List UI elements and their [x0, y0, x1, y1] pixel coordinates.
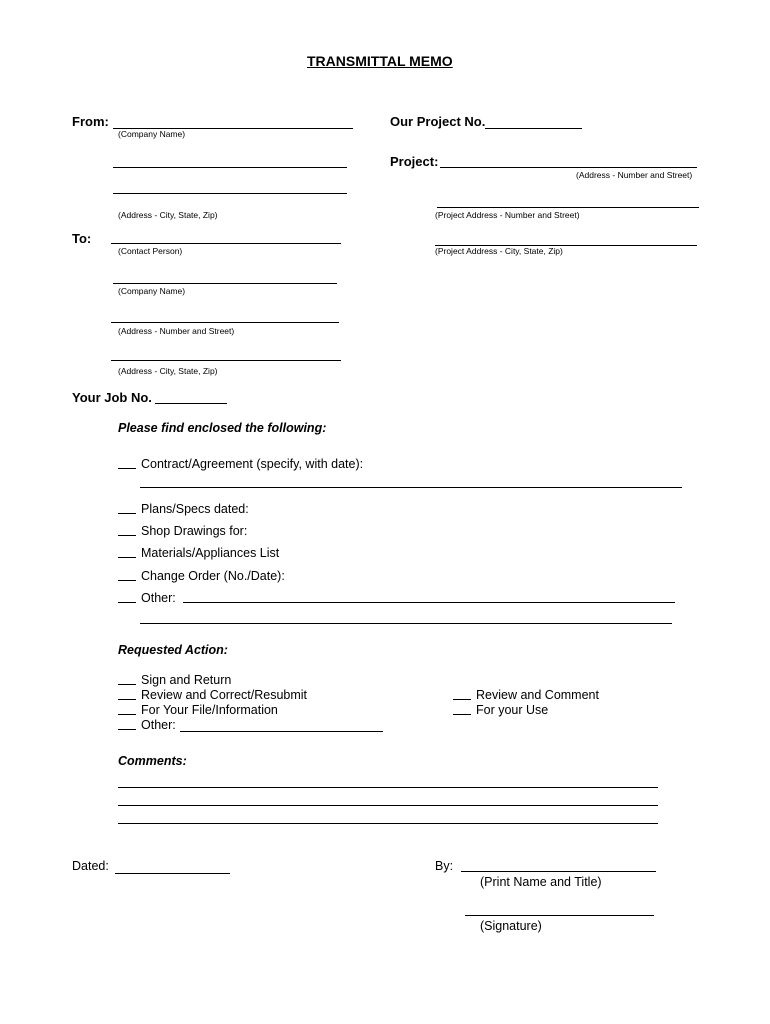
enclosed-other-field[interactable] [183, 602, 675, 603]
contract-detail-field[interactable] [140, 487, 682, 488]
action-review-correct[interactable]: Review and Correct/Resubmit [118, 688, 307, 702]
by-label: By: [435, 859, 454, 873]
checkbox-blank[interactable] [118, 673, 136, 685]
action-other-field[interactable] [180, 731, 383, 732]
enclosed-heading: Please find enclosed the following: [118, 421, 327, 435]
checkbox-blank[interactable] [453, 703, 471, 715]
action-file-information[interactable]: For Your File/Information [118, 703, 278, 717]
to-street-field[interactable] [111, 322, 339, 323]
comments-line-3[interactable] [118, 823, 658, 824]
enclosed-other-field-2[interactable] [140, 623, 672, 624]
from-city-field[interactable] [113, 193, 347, 194]
to-contact-field[interactable] [111, 243, 341, 244]
print-name-hint: (Print Name and Title) [480, 875, 602, 889]
to-company-hint: (Company Name) [118, 286, 186, 296]
from-city-hint: (Address - City, State, Zip) [118, 210, 218, 220]
to-city-hint: (Address - City, State, Zip) [118, 366, 218, 376]
print-name-field[interactable] [461, 871, 656, 872]
project-address-street-hint: (Project Address - Number and Street) [435, 210, 580, 220]
job-no-field[interactable] [155, 403, 227, 404]
enclosed-item-materials[interactable]: Materials/Appliances List [118, 546, 279, 560]
enclosed-item-shop-drawings[interactable]: Shop Drawings for: [118, 524, 247, 538]
from-street-field[interactable] [113, 167, 347, 168]
to-city-field[interactable] [111, 360, 341, 361]
page-title: TRANSMITTAL MEMO [307, 53, 453, 69]
to-contact-hint: (Contact Person) [118, 246, 183, 256]
from-company-hint: (Company Name) [118, 129, 186, 139]
project-no-field[interactable] [485, 128, 582, 129]
checkbox-blank[interactable] [118, 591, 136, 603]
action-sign-return[interactable]: Sign and Return [118, 673, 231, 687]
checkbox-blank[interactable] [118, 718, 136, 730]
project-no-label: Our Project No. [390, 114, 486, 129]
project-street-field[interactable] [437, 207, 699, 208]
checkbox-blank[interactable] [118, 524, 136, 536]
project-name-field[interactable] [440, 167, 697, 168]
action-for-your-use[interactable]: For your Use [453, 703, 548, 717]
project-address-city-hint: (Project Address - City, State, Zip) [435, 246, 563, 256]
comments-line-1[interactable] [118, 787, 658, 788]
signature-field[interactable] [465, 915, 654, 916]
to-label: To: [72, 231, 92, 246]
checkbox-blank[interactable] [118, 546, 136, 558]
to-street-hint: (Address - Number and Street) [118, 326, 235, 336]
dated-label: Dated: [72, 859, 109, 873]
checkbox-blank[interactable] [453, 688, 471, 700]
enclosed-item-plans[interactable]: Plans/Specs dated: [118, 502, 249, 516]
dated-field[interactable] [115, 873, 230, 874]
enclosed-item-other[interactable]: Other: [118, 591, 176, 605]
comments-line-2[interactable] [118, 805, 658, 806]
checkbox-blank[interactable] [118, 688, 136, 700]
enclosed-item-change-order[interactable]: Change Order (No./Date): [118, 569, 285, 583]
action-other[interactable]: Other: [118, 718, 176, 732]
to-company-field[interactable] [113, 283, 337, 284]
action-review-comment[interactable]: Review and Comment [453, 688, 599, 702]
requested-action-heading: Requested Action: [118, 643, 228, 657]
project-street-hint: (Address - Number and Street) [576, 170, 693, 180]
enclosed-item-contract[interactable]: Contract/Agreement (specify, with date): [118, 457, 363, 471]
checkbox-blank[interactable] [118, 502, 136, 514]
checkbox-blank[interactable] [118, 703, 136, 715]
job-no-label: Your Job No. [72, 390, 152, 405]
from-label: From: [72, 114, 109, 129]
checkbox-blank[interactable] [118, 569, 136, 581]
project-label: Project: [390, 154, 439, 169]
signature-hint: (Signature) [480, 919, 542, 933]
comments-heading: Comments: [118, 754, 187, 768]
checkbox-blank[interactable] [118, 457, 136, 469]
